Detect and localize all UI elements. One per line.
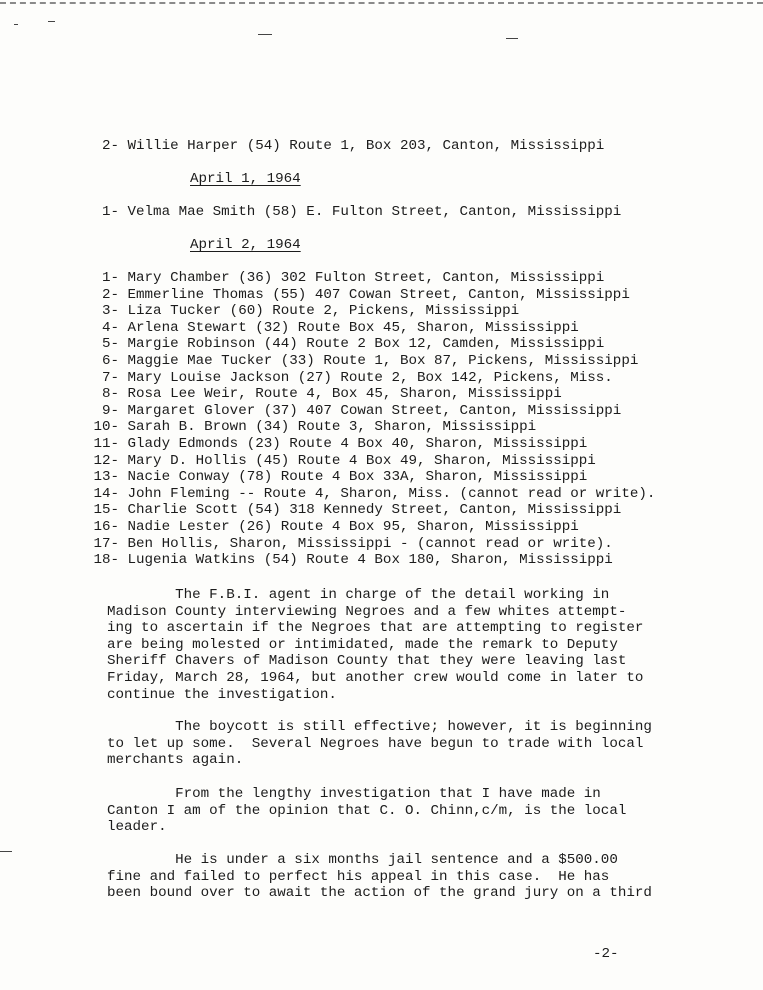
entry-number: 15- — [93, 502, 119, 519]
list-item — [81, 552, 613, 568]
list-item — [81, 469, 587, 485]
entry-number: 11- — [93, 436, 119, 452]
entry-text: Rosa Lee Weir, Route 4, Box 45, Sharon, Mississippi — [127, 386, 562, 403]
entry-text: Liza Tucker (60) Route 2, Pickens, Mississippi — [127, 303, 520, 320]
list-item — [81, 519, 579, 535]
body-paragraph: He is under a six months jail sentence and a $500.00 fine and failed to perfect his appeal in this case. He has been bound over to await the action of the grand jury on a third — [107, 852, 652, 902]
list-item — [81, 386, 562, 402]
entry-number: 18- — [93, 552, 119, 569]
entry-text: Nacie Conway (78) Route 4 Box 33A, Sharon, Mississippi — [127, 469, 588, 486]
list-item — [81, 353, 638, 369]
scan-mark — [506, 38, 518, 39]
entry-number: 10- — [93, 419, 119, 436]
list-item — [81, 287, 630, 303]
entry-number: 5- — [101, 336, 119, 353]
entry-number: 9- — [101, 402, 119, 419]
list-item — [81, 436, 587, 452]
entry-number: 12- — [93, 452, 119, 469]
scan-mark — [14, 24, 18, 25]
entry-number: 2- — [101, 138, 119, 154]
entry-text: Velma Mae Smith (58) E. Fulton Street, Canton, Mississippi — [127, 204, 622, 220]
page-number: -2- — [593, 946, 619, 962]
entry-number: 3- — [101, 303, 119, 320]
list-item — [81, 270, 604, 286]
list-item — [81, 536, 613, 552]
list-item — [81, 419, 536, 435]
list-item — [81, 336, 604, 352]
entry-number: 17- — [93, 535, 119, 552]
entry-text: John Fleming -- Route 4, Sharon, Miss. (cannot read or write). — [127, 485, 656, 502]
scan-mark — [48, 21, 55, 22]
body-paragraph: The F.B.I. agent in charge of the detail working in Madison County interviewing Negroes and a few whites attempt- ing to ascertain if the Negroes that are attempting to register are being molested or intimidated, made the remark to Deputy Sheriff Chavers of Madison County that they were leaving last Friday, March 28, 1964, but another crew would come in later to continue the investigation. — [107, 587, 644, 703]
body-paragraph: From the lengthy investigation that I have made in Canton I am of the opinion that C. O. Chinn,c/m, is the local leader. — [107, 786, 627, 836]
scan-mark — [0, 851, 12, 852]
opening-entry — [81, 138, 604, 154]
entry-text: Mary Louise Jackson (27) Route 2, Box 142, Pickens, Miss. — [127, 369, 613, 386]
entry-text: Glady Edmonds (23) Route 4 Box 40, Sharon, Mississippi — [127, 436, 588, 452]
entry-number: 1- — [101, 270, 119, 286]
entry-number: 4- — [101, 319, 119, 336]
entry-text: Nadie Lester (26) Route 4 Box 95, Sharon, Mississippi — [127, 519, 579, 535]
list-item — [81, 502, 621, 518]
entry-number: 6- — [101, 353, 119, 369]
entry-number: 8- — [101, 386, 119, 403]
list-item — [81, 486, 655, 502]
date-1-entry — [81, 204, 621, 220]
entry-number: 13- — [93, 469, 119, 486]
scan-mark — [258, 34, 272, 35]
list-item — [81, 320, 579, 336]
entry-number: 16- — [93, 519, 119, 535]
list-item — [81, 370, 613, 386]
scan-top-edge — [0, 2, 763, 4]
entry-text: Sarah B. Brown (34) Route 3, Sharon, Mississippi — [127, 419, 537, 436]
list-item — [81, 403, 621, 419]
entry-text: Emmerline Thomas (55) 407 Cowan Street, Canton, Mississippi — [127, 286, 630, 303]
entry-text: Margie Robinson (44) Route 2 Box 12, Camden, Mississippi — [127, 336, 605, 353]
date-heading-1: April 1, 1964 — [190, 171, 301, 187]
entry-text: Mary D. Hollis (45) Route 4 Box 49, Sharon, Mississippi — [127, 452, 596, 469]
date-heading-2: April 2, 1964 — [190, 237, 301, 253]
entry-number: 7- — [101, 369, 119, 386]
entry-number: 14- — [93, 485, 119, 502]
body-paragraph: The boycott is still effective; however, it is beginning to let up some. Several Negroes have begun to trade with local merchants again. — [107, 719, 652, 769]
list-item — [81, 303, 519, 319]
entry-text: Mary Chamber (36) 302 Fulton Street, Canton, Mississippi — [127, 270, 605, 286]
entry-text: Lugenia Watkins (54) Route 4 Box 180, Sharon, Mississippi — [127, 552, 613, 569]
entry-text: Charlie Scott (54) 318 Kennedy Street, Canton, Mississippi — [127, 502, 622, 519]
entry-text: Arlena Stewart (32) Route Box 45, Sharon, Mississippi — [127, 319, 579, 336]
entry-number: 1- — [101, 204, 119, 220]
entry-number: 2- — [101, 286, 119, 303]
list-item — [81, 453, 596, 469]
entry-text: Margaret Glover (37) 407 Cowan Street, Canton, Mississippi — [127, 402, 622, 419]
entry-text: Ben Hollis, Sharon, Mississippi - (cannot read or write). — [127, 535, 613, 552]
entry-text: Willie Harper (54) Route 1, Box 203, Canton, Mississippi — [127, 138, 605, 154]
entry-text: Maggie Mae Tucker (33) Route 1, Box 87, Pickens, Mississippi — [127, 353, 639, 369]
